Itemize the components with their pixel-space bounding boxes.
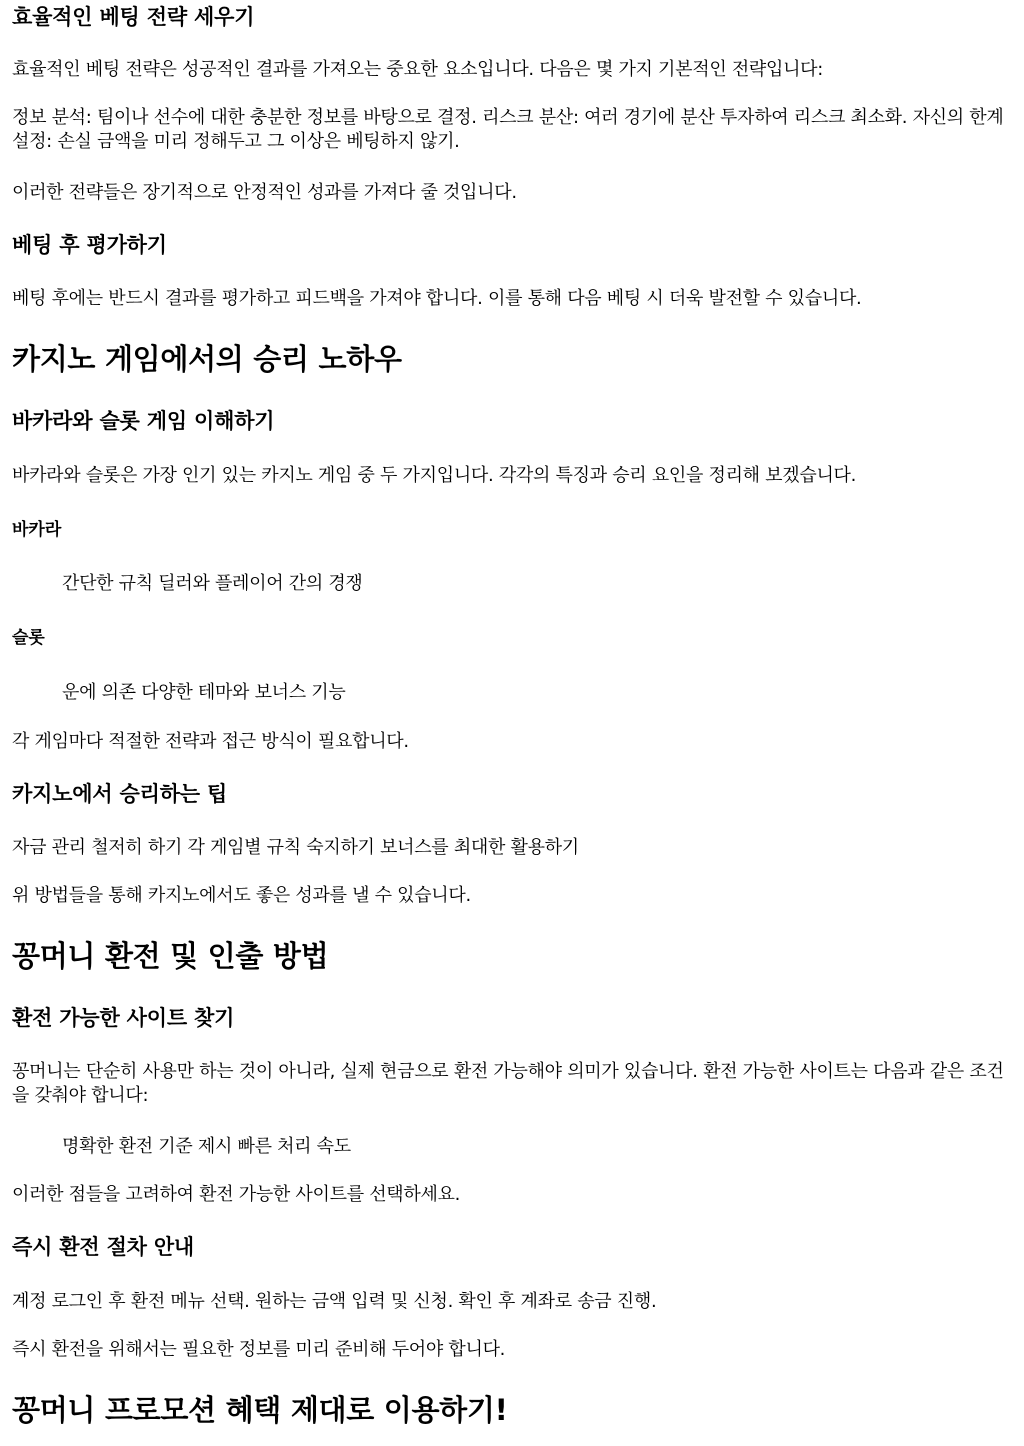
paragraph-exchange-sites-conclusion: 이러한 점들을 고려하여 환전 가능한 사이트를 선택하세요.: [12, 1184, 461, 1205]
paragraph-slot-desc: 운에 의존 다양한 테마와 보너스 기능: [62, 682, 346, 703]
subheading-baccarat: 바카라: [12, 520, 62, 540]
paragraph-betting-conclusion: 이러한 전략들은 장기적으로 안정적인 성과를 가져다 줄 것입니다.: [12, 182, 517, 203]
chapter-title-exchange: 꽁머니 환전 및 인출 방법: [12, 939, 329, 973]
section-heading-instant-exchange: 즉시 환전 절차 안내: [12, 1235, 195, 1259]
section-heading-baccarat-slot: 바카라와 슬롯 게임 이해하기: [12, 409, 275, 433]
chapter-title-casino: 카지노 게임에서의 승리 노하우: [12, 342, 402, 376]
paragraph-games-conclusion: 각 게임마다 적절한 전략과 접근 방식이 필요합니다.: [12, 731, 409, 752]
paragraph-casino-tips-list: 자금 관리 철저히 하기 각 게임별 규칙 숙지하기 보너스를 최대한 활용하기: [12, 837, 579, 858]
paragraph-betting-list: 정보 분석: 팀이나 선수에 대한 충분한 정보를 바탕으로 결정. 리스크 분산: 여러 경기에 분산 투자하여 리스크 최소화. 자신의 한계 설정: 손실 금액을 미리 정해두고 그 이상은 베팅하지 않기.: [12, 107, 1004, 152]
paragraph-exchange-conditions: 명확한 환전 기준 제시 빠른 처리 속도: [62, 1136, 351, 1157]
paragraph-betting-intro: 효율적인 베팅 전략은 성공적인 결과를 가져오는 중요한 요소입니다. 다음은 몇 가지 기본적인 전략입니다:: [12, 59, 824, 80]
paragraph-games-intro: 바카라와 슬롯은 가장 인기 있는 카지노 게임 중 두 가지입니다. 각각의 특징과 승리 요인을 정리해 보겠습니다.: [12, 465, 857, 486]
section-heading-casino-tips: 카지노에서 승리하는 팁: [12, 782, 228, 806]
paragraph-post-evaluation: 베팅 후에는 반드시 결과를 평가하고 피드백을 가져야 합니다. 이를 통해 다음 베팅 시 더욱 발전할 수 있습니다.: [12, 288, 862, 309]
paragraph-instant-steps: 계정 로그인 후 환전 메뉴 선택. 원하는 금액 입력 및 신청. 확인 후 계좌로 송금 진행.: [12, 1291, 657, 1312]
paragraph-casino-tips-conclusion: 위 방법들을 통해 카지노에서도 좋은 성과를 낼 수 있습니다.: [12, 885, 471, 906]
chapter-title-promotion: 꽁머니 프로모션 혜택 제대로 이용하기!: [12, 1393, 508, 1427]
paragraph-baccarat-desc: 간단한 규칙 딜러와 플레이어 간의 경쟁: [62, 573, 363, 594]
section-heading-exchange-sites: 환전 가능한 사이트 찾기: [12, 1006, 235, 1030]
subheading-slot: 슬롯: [12, 628, 45, 648]
paragraph-instant-conclusion: 즉시 환전을 위해서는 필요한 정보를 미리 준비해 두어야 합니다.: [12, 1339, 506, 1360]
section-heading-post-evaluation: 베팅 후 평가하기: [12, 233, 167, 257]
section-heading-betting-strategy: 효율적인 베팅 전략 세우기: [12, 5, 255, 29]
paragraph-exchange-sites-intro: 꽁머니는 단순히 사용만 하는 것이 아니라, 실제 현금으로 환전 가능해야 의미가 있습니다. 환전 가능한 사이트는 다음과 같은 조건을 갖춰야 합니다:: [12, 1061, 1004, 1106]
